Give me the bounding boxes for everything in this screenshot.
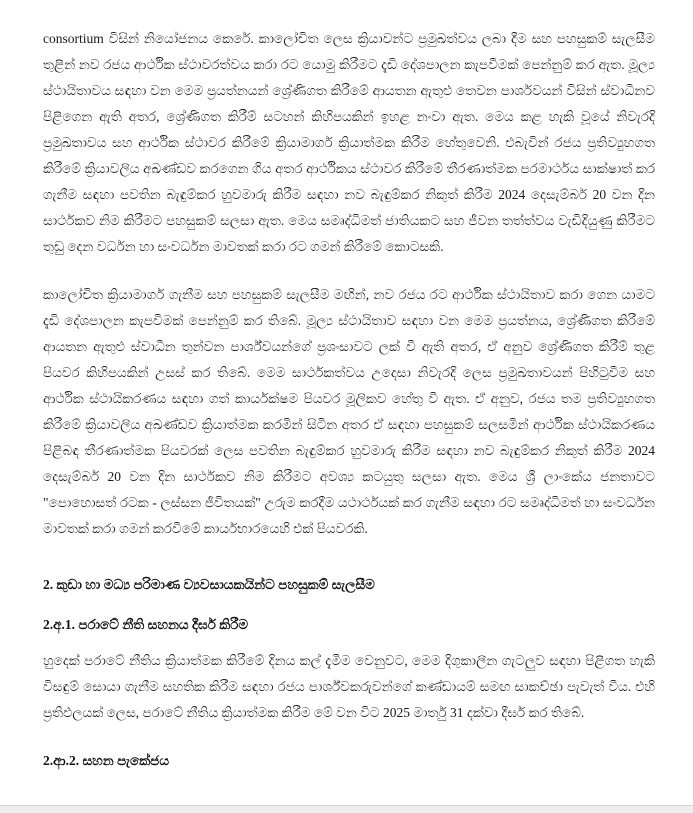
- paragraph-consortium-continuation: consortium විසින් නියෝජනය කෙරේ. කාලෝචිත ලෙස ක්‍රියාවන්ට ප්‍රමුඛත්වය ලබා දීම සහ පහසුකම් සැලසීම තුළින් නව රජය ආර්ථික ස්ථාවරත්වය කරා රට යොමු කිරීමට දැඩි දේශපාලන කැපවීමක් පෙන්නුම් කර ඇත. මූල්‍ය ස්ථායිතාවය සඳහා වන මෙම ප්‍රයත්නයන් ශ්‍රේණිගත කිරීමේ ආයතන ඇතුළු තෙවන පාර්ශවයන් විසින් ස්වාධීනව පිළිගෙන ඇති අතර, ශ්‍රේණිගත කිරීම් සටහන් කිහිපයකින් ඉහළ නංවා ඇත. මෙය කළ හැකි වූයේ නිවැරදි ප්‍රමුඛතාවය සහ ආර්ථික ස්ථාවර කිරීමේ ක්‍රියාමාර්ග ක්‍රියාත්මක කිරීම හේතුවෙනි. එබැවින් රජය ප්‍රතිව්‍යුහගත කිරීමේ ක්‍රියාවලිය අඛණ්ඩව කරගෙන ගිය අතර ආර්ථිකය ස්ථාවර කිරීමේ තීරණාත්මක පරමාර්ථය සාක්ෂාත් කර ගැනීම සඳහා පවතින බැඳුම්කර හුවමාරු කිරීම සඳහා නව බැඳුම්කර නිකුත් කිරීම 2024 දෙසැම්බර් 20 වන දින සාර්ථකව නිම කිරීමට පහසුකම් සලසා ඇත. මෙය සමෘද්ධිමත් ජාතියකට සහ ජීවන තත්ත්වය වැඩිදියුණු කිරීමට තුඩු දෙන වර්ධන හා සංවර්ධන මාවතක් කරා රට ගමන් කිරීමේ කොටසකි.: [43, 31, 655, 254]
- subheading-relief-package: 2.ආ.2. සහන පැකේජය: [43, 753, 170, 768]
- section-heading-sme-facilities: 2. කුඩා හා මධ්‍ය පරිමාණ ව්‍යවසායකයින්ට පහසුකම් සැලසීම: [43, 577, 375, 592]
- subheading-parate-law-extension: 2.අ.1. පරාටේ නීති සහනය දීර්ඝ කිරීම: [43, 617, 249, 632]
- paragraph-parate-law: හුදෙක් පරාටේ නීතිය ක්‍රියාත්මක කිරීමේ දිනය කල් දැමීම වෙනුවට, මෙම දිගුකාලීන ගැටලුව සඳහා පිළිගත හැකි විසඳුම් සොයා ගැනීම සහතික කිරීම සඳහා රජය පාර්ශ්වකරුවන්ගේ කණ්ඩායම් සමඟ සාකච්ඡා පැවැත් වීය. එහි ප්‍රතිඵලයක් ලෙස, පරාටේ නීතිය ක්‍රියාත්මක කිරීම මේ වන විට 2025 මාර්තු 31 දක්වා දීර්ඝ කර තිබේ.: [43, 653, 655, 720]
- paragraph-timely-measures: කාලෝචිත ක්‍රියාමාර්ග ගැනීම සහ පහසුකම් සැලසීම මඟින්, නව රජය රට ආර්ථික ස්ථායිතාව කරා ගෙන යාමට දැඩි දේශපාලන කැපවීමක් පෙන්නුම් කර තිබේ. මූල්‍ය ස්ථායිතාව සඳහා වන මෙම ප්‍රයත්නය, ශ්‍රේණිගත කිරීමේ ආයතන ඇතුළු ස්වාධීන තුන්වන පාර්ශ්වයන්ගේ ප්‍රශංසාවට ලක් වී ඇති අතර, ඒ අනුව ශ්‍රේණිගත කිරීම් තුළ පියවර කිහිපයකින් උසස් කර තිබේ. මෙම සාර්ථකත්වය උදෙසා නිවැරදි ලෙස ප්‍රමුඛතාවයන් පිහිටුවීම සහ ආර්ථික ස්ථායිකරණය සඳහා ගත් කාර්යක්ෂම පියවර මූලිකව හේතු වී ඇත. ඒ අනුව, රජය තම ප්‍රතිව්‍යුහගත කිරීමේ ක්‍රියාවලිය අඛණ්ඩව ක්‍රියාත්මක කරමින් සිටින අතර ඒ සඳහා පහසුකම් සලසමින් ආර්ථික ස්ථායිකරණය පිළිබඳ තීරණාත්මක පියවරක් ලෙස පවතින බැඳුම්කර හුවමාරු කිරීම සඳහා නව බැඳුම්කර නිකුත් කිරීම 2024 දෙසැම්බර් 20 වන දින සාර්ථකව නිම කිරීමට අවශ්‍ය කටයුතු සලසා ඇත. මෙය ශ්‍රී ලාංකේය ජනතාවට "පොහොසත් රටක - ලස්සන ජීවිතයක්" උරුම කරදීම යථාර්ථයක් කර ගැනීම සඳහා රට සමෘද්ධිමත් හා සංවර්ධන මාවතක් කරා ගමන් කරවීමේ කාර්යභාරයෙහි එක් පියවරකි.: [43, 287, 655, 536]
